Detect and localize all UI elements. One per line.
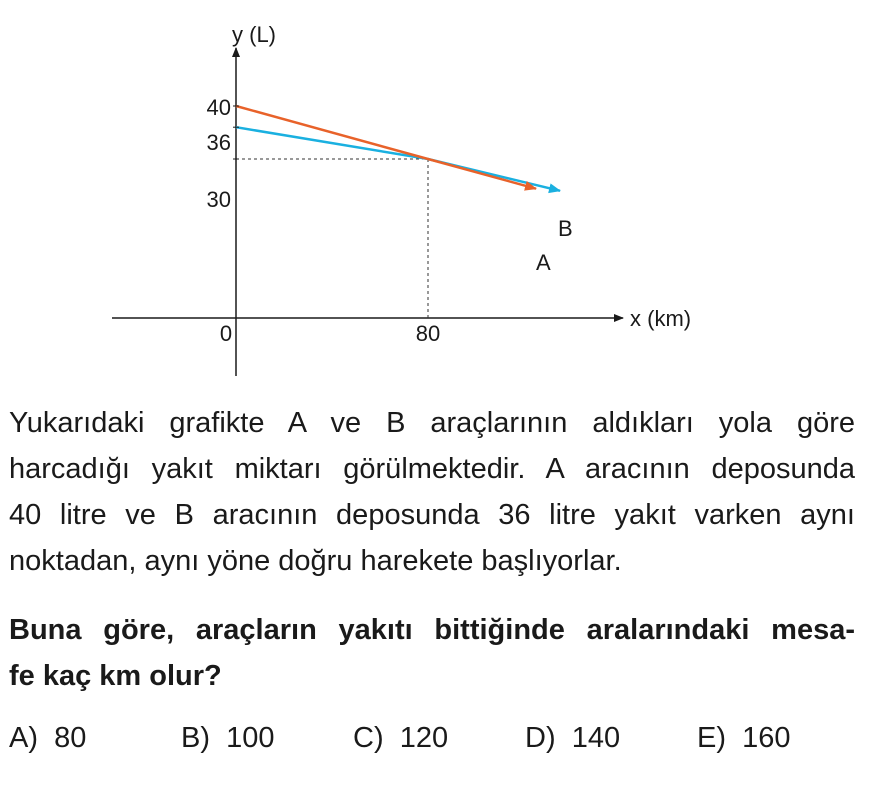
question-line: fe kaç km olur? [9,660,222,692]
option-value: 140 [571,722,621,754]
question-line: Buna göre, araçların yakıtı bittiğinde aralarındaki mesa- [9,614,855,646]
y-axis-label: y (L) [232,22,276,47]
option-label: B) [181,722,210,754]
option-value: 80 [54,722,87,754]
problem-paragraph [9,400,855,584]
option-value: 100 [226,722,275,754]
question-text [9,607,855,699]
series-a-label: A [536,250,551,275]
option-label: D) [525,722,556,754]
paragraph-line: noktadan, aynı yöne doğru harekete başlıyorlar. [9,545,622,577]
answer-options [9,722,829,762]
option-a[interactable] [9,722,86,755]
option-d[interactable] [525,722,620,755]
x-tick-label-80: 80 [415,321,441,346]
series-b-label: B [558,216,573,241]
option-value: 120 [399,722,449,754]
paragraph-line: harcadığı yakıt miktarı görülmektedir. A aracının deposunda [9,453,855,485]
option-value: 160 [742,722,791,754]
paragraph-line: Yukarıdaki grafikte A ve B araçlarının aldıkları yola göre [9,407,855,439]
series-a-line [236,106,536,189]
paragraph-line: 40 litre ve B aracının deposunda 36 litre yakıt varken aynı [9,499,855,531]
option-e[interactable] [697,722,791,755]
option-label: E) [697,722,726,754]
fuel-chart [0,0,871,390]
x-tick-label-0: 0 [219,321,233,346]
y-tick-label-36: 36 [206,130,231,155]
x-axis-label: x (km) [630,306,692,331]
y-tick-label-30: 30 [206,187,231,212]
option-label: C) [353,722,384,754]
option-label: A) [9,722,38,754]
option-c[interactable] [353,722,448,755]
option-b[interactable] [181,722,275,755]
y-tick-label-40: 40 [206,95,231,120]
